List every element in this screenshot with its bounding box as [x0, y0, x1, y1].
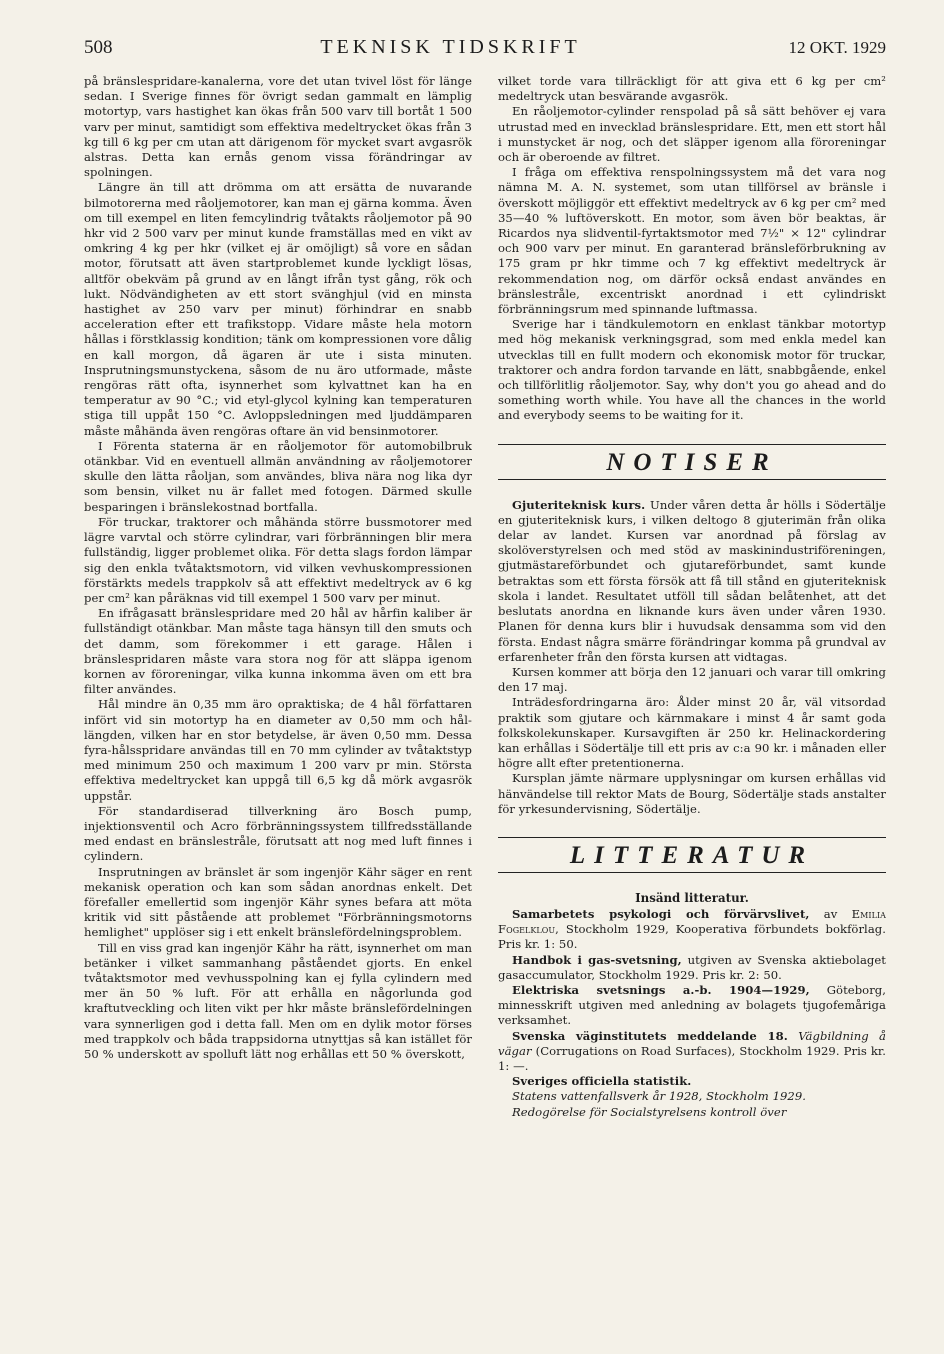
page-header	[84, 36, 886, 66]
article-paragraph: Hål mindre än 0,35 mm äro opraktiska; de 4 hål författaren infört vid sin motortyp ha en diameter av 0,50 mm och hål-längden, vilken har en stor betydelse, är även 0,50 mm. Dessa fyra-hålsspridare användas till en 70 mm cylinder av tvåtaktstyp med minimum 250 och maximum 1 200 varv pr min. Största effektiva medeltrycket kan uppgå till 6,5 kg då mörk avgasrök uppstår.	[84, 697, 472, 803]
notiser-heading: NOTISER	[498, 444, 886, 480]
article-paragraph: En råoljemotor-cylinder renspolad på så sätt behöver ej vara utrustad med en invecklad bränslespridare. Ett, men ett stort hål i munstycket är nog, och det släpper igenom alla föroreningar och är oberoende av filtret.	[498, 104, 886, 165]
article-paragraph: vilket torde vara tillräckligt för att giva ett 6 kg per cm² medeltryck utan besvärande avgasrök.	[498, 74, 886, 104]
notice-paragraph: Inträdesfordringarna äro: Ålder minst 20 år, väl vitsordad praktik som gjutare och kärnmakare i minst 4 år samt goda folkskolekunskaper. Kursavgiften är 250 kr. Helinackordering kan erhållas i Södertälje till ett pris av c:a 90 kr. i månaden eller högre allt efter pretentionerna.	[498, 695, 886, 771]
notice-paragraph: Kursen kommer att börja den 12 januari och varar till omkring den 17 maj.	[498, 664, 886, 695]
entry-details: utgiven av Svenska aktiebolaget gasaccumulator, Stockholm 1929. Pris kr. 2: 50.	[498, 952, 886, 982]
article-paragraph: Insprutningen av bränslet är som ingenjör Kähr säger en rent mekanisk operation och kan som sådan anordnas enkelt. Det förefaller emellertid som ingenjör Kähr synes befara att möta kritik vid sitt påstående att problemet "Förbränningsmotorns hemlighet" upplöser sig i ett enkelt bränslefördelningsproblem.	[84, 864, 472, 940]
literature-entry	[498, 953, 886, 983]
entry-details: Stockholm 1929, Kooperativa förbundets bokförlag. Pris kr. 1: 50.	[498, 922, 886, 952]
article-paragraph: För standardiserad tillverkning äro Bosch pump, injektionsventil och Acro förbränningssystem tillfredsställande med endast en bränslestråle, förutsatt att nog med luft finnes i cylindern.	[84, 803, 472, 864]
notice-text: Under våren detta år hölls i Södertälje en gjuteriteknisk kurs, i vilken deltogo 8 gjuterimän från olika delar av landet. Kursen var anordnad på förslag av skolöverstyrelsen och med stöd av maskinindustriföreningen, gjutmästareförbundet och gjutareförbundet, samt kunde betraktas som ett första försök att få till stånd en gjuteriteknisk skola i landet. Resultatet utföll till sådan belåtenhet, att det beslutats anordna en liknande kurs även under våren 1930. Planen för denna kurs blir i huvudsak densamma som vid den första. Endast några smärre förändringar komma på grundval av erfarenheter från den första kursen att vidtagas.	[498, 497, 886, 664]
issue-date: 12 OKT. 1929	[788, 38, 886, 57]
left-column	[84, 74, 472, 1120]
page-number: 508	[84, 37, 113, 58]
notice-paragraph	[498, 498, 886, 665]
article-paragraph: Sverige har i tändkulemotorn en enklast tänkbar motortyp med hög mekanisk verkningsgrad, som med enkla medel kan utvecklas till en fullt modern och ekonomisk motor för truckar, traktorer och andra fordon tarvande en lätt, snabbgående, enkel och tillförlitlig råoljemotor. Say, why don't you go ahead and do something worth while. You have all the chances in the world and everybody seems to be waiting for it.	[498, 317, 886, 423]
subentry-text: Redogörelse för Socialstyrelsens kontroll över	[512, 1104, 787, 1119]
entry-details: (Corrugations on Road Surfaces), Stockholm 1929. Pris kr. 1: —.	[498, 1043, 886, 1073]
article-paragraph: I Förenta staterna är en råoljemotor för automobilbruk otänkbar. Vid en eventuell allmän användning av råoljemotorer skulle den lätta råoljan, som användes, bliva nära nog lika dyr som bensin, vilket nu är fallet med fotogen. Därmed skulle besparingen i bränslekostnad bortfalla.	[84, 438, 472, 514]
litteratur-heading: LITTERATUR	[498, 837, 886, 873]
entry-italic-title: Vägbildning å vägar	[498, 1028, 886, 1058]
entry-title: Sveriges officiella statistik.	[512, 1074, 692, 1089]
article-paragraph: Längre än till att drömma om att ersätta de nuvarande bilmotorerna med råoljemotorer, kan man ej gärna komma. Även om till exempel en liten femcylindrig tvåtakts råoljemotor på 90 hkr vid 2 500 varv per minut kunde framställas med en vikt av omkring 4 kg per hkr (vilket ej är omöjligt) så vore en sådan motor, förutsatt att även startproblemet kunde lyckligt lösas, alltför obekväm på grund av en långt ifrån tyst gång, rök och lukt. Nödvändigheten av ett stort svänghjul (vid en minsta hastighet av 250 varv per minut) förhindrar en snabb acceleration efter ett trafikstopp. Vidare måste hela motorn hållas i förstklassig kondition; tänk om kompressionen vore dålig en kall morgon, då ägaren är ute i sista minuten. Insprutningsmunstyckena, såsom de nu äro utformade, måste rengöras rätt ofta, isynnerhet som kylvattnet kan ha en temperatur av 90 °C.; vid etyl-glycol kylning kan temperaturen stiga till uppåt 150 °C. Avloppsledningen med ljuddämparen måste måhända även rengöras oftare än vid bensinmotorer.	[84, 180, 472, 438]
entry-author: Emilia Fogelklou,	[498, 906, 886, 937]
entry-title: Handbok i gas-svetsning,	[512, 952, 682, 967]
litteratur-subheading: Insänd litteratur.	[635, 890, 749, 905]
literature-subentry	[498, 1105, 886, 1120]
article-paragraph: En ifrågasatt bränslespridare med 20 hål av hårfin kaliber är fullständigt otänkbar. Man måste taga hänsyn till den smuts och det damm, som förekommer i ett garage. Hålen i bränslespridaren måste vara stora nog för att släppa igenom kornen av föroreningar, vilka kunna inkomma även om ett bra filter användes.	[84, 606, 472, 697]
journal-title: TEKNISK TIDSKRIFT	[320, 36, 581, 58]
literature-entry	[498, 983, 886, 1029]
subentry-text: Statens vattenfallsverk år 1928, Stockholm 1929.	[512, 1089, 807, 1104]
article-paragraph: I fråga om effektiva renspolningssystem må det vara nog nämna M. A. N. systemet, som utan tillförsel av bränsle i överskott möjliggör ett effektivt medeltryck av 6 kg per cm² med 35—40 % luftöverskott. En motor, som även bör beaktas, är Ricardos nya slidventil-fyrtaktsmotor med 7½" × 12" cylindrar och 900 varv per minut. En garanterad bränsleförbrukning av 175 gram pr hkr timme och 7 kg effektivt medeltryck är rekommendation nog, om därför också endast användes en bränslestråle, excentriskt anordnad i ett cylindriskt förbränningsrum med spinnande luftmassa.	[498, 165, 886, 317]
entry-author-prefix: av	[823, 906, 838, 921]
right-column	[498, 74, 886, 1120]
entry-title: Samarbetets psykologi och förvärvslivet,	[512, 906, 810, 921]
literature-entry	[498, 1029, 886, 1075]
article-paragraph: på bränslespridare-kanalerna, vore det utan tvivel löst för länge sedan. I Sverige finnes för övrigt sedan gammalt en lämplig motortyp, vars hastighet kan ökas från 500 varv till bortåt 1 500 varv per minut, samtidigt som effektiva medeltrycket ökas från 3 kg till 6 kg per cm utan att därigenom för mycket svart avgasrök alstras. Detta kan ernås genom vissa förändringar av spolningen.	[84, 74, 472, 180]
entry-title: Svenska väginstitutets meddelande 18.	[512, 1028, 788, 1043]
literature-entry	[498, 907, 886, 953]
literature-entry	[498, 1074, 886, 1089]
entry-title: Elektriska svetsnings a.-b. 1904—1929,	[512, 982, 810, 997]
text-columns	[84, 74, 886, 1120]
literature-subentry	[498, 1089, 886, 1104]
article-paragraph: Till en viss grad kan ingenjör Kähr ha rätt, isynnerhet om man betänker i vilket sammanhang påståendet gjorts. En enkel tvåtaktsmotor med vevhusspolning kan ej fylla cylindern med mer än 50 % luft. För att erhålla en någorlunda god kraftutveckling och liten vikt per hkr måste bränslefördelningen vara synnerligen god i detta fall. Men om en dylik motor förses med trappkolv och båda trappsidorna utnyttjas så kan istället för 50 % underskott av spolluft lätt nog erhållas ett 50 % överskott,	[84, 940, 472, 1061]
notice-lead: Gjuteriteknisk kurs.	[512, 497, 646, 512]
article-paragraph: För truckar, traktorer och måhända större bussmotorer med lägre varvtal och större cylindrar, vari förbränningen blir mera fullständig, ligger problemet olika. För detta slags fordon lämpar sig den enkla tvåtaktsmotorn, vid vilken vevhuskompressionen förstärkts medels trappkolv så att effektivt medeltryck av 6 kg per cm² kan påräknas vid till exempel 1 500 varv per minut.	[84, 514, 472, 605]
notice-paragraph: Kursplan jämte närmare upplysningar om kursen erhållas vid hänvändelse till rektor Mats de Bourg, Södertälje stads anstalter för yrkesundervisning, Södertälje.	[498, 771, 886, 816]
entry-details: Göteborg, minnesskrift utgiven med anledning av bolagets tjugofemåriga verksamhet.	[498, 982, 886, 1028]
